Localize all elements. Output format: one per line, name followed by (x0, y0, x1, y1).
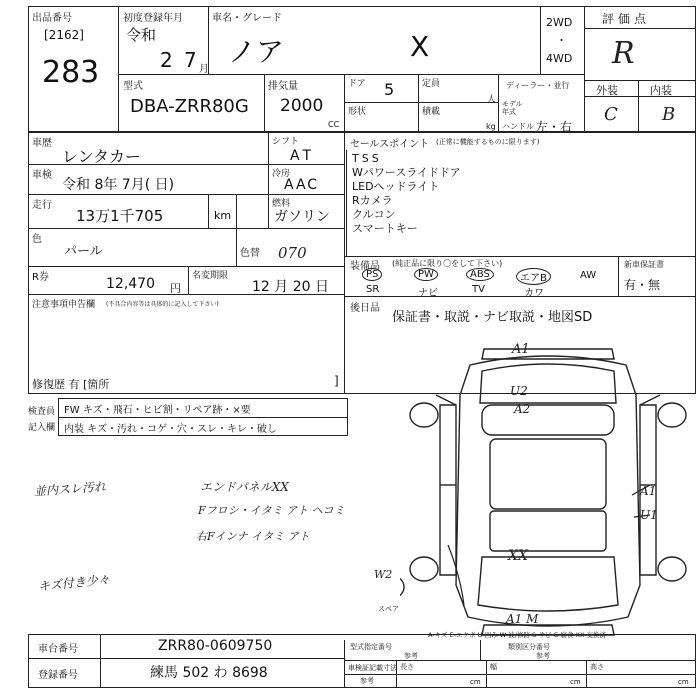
body-label: 形状 (348, 107, 367, 117)
dealer-label: ディーラー・並行 (506, 81, 570, 90)
warranty-value: 有・無 (624, 278, 661, 292)
car-name-label: 車名・グレード (212, 13, 282, 24)
mileage-label: 走行 (32, 200, 52, 211)
equipment-top-airbag: エアB (516, 268, 551, 285)
cm-unit-width: cm (570, 678, 581, 686)
fuel-label: 燃料 (272, 199, 291, 209)
length-label: 長さ (400, 663, 414, 671)
inspector-row-1: FW キズ・飛石・ヒビ割・リペア跡・×要 (64, 405, 251, 416)
equipment-airbag (516, 268, 551, 285)
lot-sub: [2162] (44, 28, 84, 42)
equipment-bottom-tv: TV (472, 284, 485, 295)
equipment-top-abs: ABS (466, 268, 494, 281)
damage-legend: A-キズ E-エクボ U-凹み W-波/修跡 S-サビ C-腐食 XX-交換済 (428, 631, 606, 639)
handwritten-note: キズ付き少々 (37, 572, 111, 594)
person-unit: 人 (487, 95, 497, 105)
inspector-row-2: 内装 キズ・汚れ・コゲ・穴・スレ・キレ・破し (64, 424, 277, 435)
tax-label: 名変期限 (192, 271, 229, 281)
caution-note: (不具合内容等は具体的に記入して下さい) (106, 301, 219, 308)
spare-label: スペア (378, 605, 399, 613)
chassis-value: ZRR80-0609750 (158, 638, 273, 654)
color-change-label: 色替 (240, 248, 260, 259)
score-label: 評価点 (602, 12, 651, 26)
handwritten-note: 右Fインナ イタミ アト (196, 530, 310, 543)
inspection-value: 令和 8年 7月( 日) (62, 177, 175, 193)
shift-value: AT (290, 148, 316, 164)
handle-label: ハンドル (502, 122, 534, 131)
aircon-label: 冷房 (272, 169, 291, 179)
yen-unit: 円 (170, 282, 181, 295)
selling-point: スマートキー (352, 222, 418, 235)
selling-point: Rカメラ (352, 194, 393, 207)
mileage-value: 13万1千705 (76, 207, 164, 225)
equipment-pw (414, 268, 438, 281)
equipment-label: 装備品 (350, 261, 380, 272)
first-reg-month: 7 (184, 48, 197, 72)
repair-bracket: ] (334, 374, 339, 388)
model-year-label: モデル年式 (502, 100, 523, 116)
selling-points-list (352, 152, 461, 236)
selling-point: TSS (352, 152, 382, 165)
first-reg-month-unit: 月 (199, 64, 209, 75)
model-code: DBA-ZRR80G (130, 96, 249, 117)
lot-label: 出品番号 (32, 13, 72, 24)
color-label: 色 (32, 234, 42, 245)
recycle-label: R券 (32, 272, 49, 283)
door-label: ドア (348, 79, 366, 89)
handwritten-note: エンドパネルXX (200, 480, 289, 494)
reference-label-2: 参考 (536, 652, 550, 660)
shift-label: シフト (272, 137, 300, 147)
inspection-label: 車検 (32, 170, 52, 181)
tax-date: 12 月 20 日 (252, 279, 329, 295)
km-unit: km (214, 209, 232, 222)
model-label: 型式 (123, 81, 143, 92)
extras-label: 後日品 (350, 303, 380, 314)
inspector-label-2: 記入欄 (28, 423, 56, 433)
fuel-value: ガソリン (274, 209, 330, 225)
interior-label: 内装 (650, 84, 672, 97)
cm-unit-height: cm (678, 678, 689, 686)
equipment-bottom-leather: カワ (524, 288, 544, 299)
grade: X (410, 30, 430, 63)
damage-mark-xx-rear: XX (508, 548, 528, 564)
dimensions-sub: 参考 (360, 677, 374, 685)
cc-unit: CC (328, 120, 340, 129)
equipment-top-ps: PS (362, 268, 382, 281)
drive-4wd: 4WD (546, 52, 573, 65)
damage-mark-a1-front: A1 (512, 342, 530, 357)
damage-mark-a1-right: A1 (640, 484, 657, 498)
handle-value: 左・右 (536, 120, 573, 134)
equipment-bottom-navi: ナビ (418, 288, 438, 299)
doors: 5 (384, 80, 395, 99)
inspector-label-1: 検査員 (28, 407, 56, 417)
height-label: 高さ (590, 663, 604, 671)
handwritten-note: 並内スレ汚れ (33, 479, 107, 499)
cm-unit-length: cm (470, 678, 481, 686)
selling-points-note: (正常に機能するものに限ります) (436, 138, 540, 146)
first-reg-era: 令和 (126, 26, 157, 44)
interior-grade: B (662, 104, 676, 125)
color-value: パール (64, 244, 103, 259)
history-value: レンタカー (62, 147, 141, 166)
load-label: 積載 (422, 107, 441, 117)
lot-number: 283 (42, 55, 100, 90)
handwritten-note: Fフロシ・イタミ アト ヘコミ (198, 504, 345, 517)
color-code: 070 (278, 244, 307, 262)
plate-value: 練馬 502 わ 8698 (150, 665, 268, 681)
type-designation-label: 型式指定番号 (350, 643, 392, 651)
extras-value: 保証書・取説・ナビ取説・地図SD (392, 310, 593, 325)
first-reg-year: 2 (160, 48, 173, 72)
equipment-top-pw: PW (414, 268, 438, 281)
equipment-top-aw: AW (580, 270, 597, 281)
score-value: R (612, 36, 635, 71)
displacement-label: 排気量 (268, 81, 298, 92)
exterior-label: 外装 (596, 84, 618, 97)
damage-mark-a2: A2 (514, 402, 531, 416)
equipment-note: (純正品に限り〇をして下さい) (392, 259, 503, 268)
equipment-ps (362, 268, 382, 281)
damage-mark-u2: U2 (510, 384, 528, 398)
displacement: 2000 (280, 96, 324, 116)
damage-mark-a1-rear: A1 M (506, 612, 539, 626)
drive-2wd: 2WD (546, 16, 573, 29)
warranty-label: 新車保証書 (624, 260, 664, 269)
damage-mark-w2: W2 (374, 568, 393, 581)
width-label: 幅 (490, 663, 497, 671)
equipment-abs (466, 268, 494, 281)
aircon-value: AAC (284, 177, 320, 193)
caution-label: 注意事項申告欄 (32, 300, 96, 310)
repair-label: 修復歴 有 [箇所 (32, 378, 110, 391)
reference-label-1: 参考 (404, 652, 418, 660)
exterior-grade: C (604, 104, 618, 125)
selling-points-label: セールスポイント (350, 139, 430, 150)
damage-mark-u1-right: U1 (640, 508, 658, 522)
capacity-label: 定員 (422, 79, 441, 89)
equipment-bottom-sr: SR (366, 284, 380, 295)
plate-label: 登録番号 (38, 670, 78, 681)
selling-point: クルコン (352, 208, 396, 221)
drive-dot: ・ (556, 34, 567, 47)
car-name: ノア (228, 35, 285, 68)
selling-point: Wパワースライドドア (352, 166, 461, 179)
classification-label: 類別区分番号 (508, 643, 550, 651)
history-label: 車歴 (32, 138, 52, 149)
kg-unit: kg (486, 122, 496, 131)
first-reg-label: 初度登録年月 (123, 13, 183, 24)
recycle-value: 12,470 (106, 276, 155, 292)
chassis-label: 車台番号 (38, 644, 78, 655)
dimensions-label: 車検証記載寸法 (348, 664, 397, 672)
selling-point: LEDヘッドライト (352, 180, 440, 193)
